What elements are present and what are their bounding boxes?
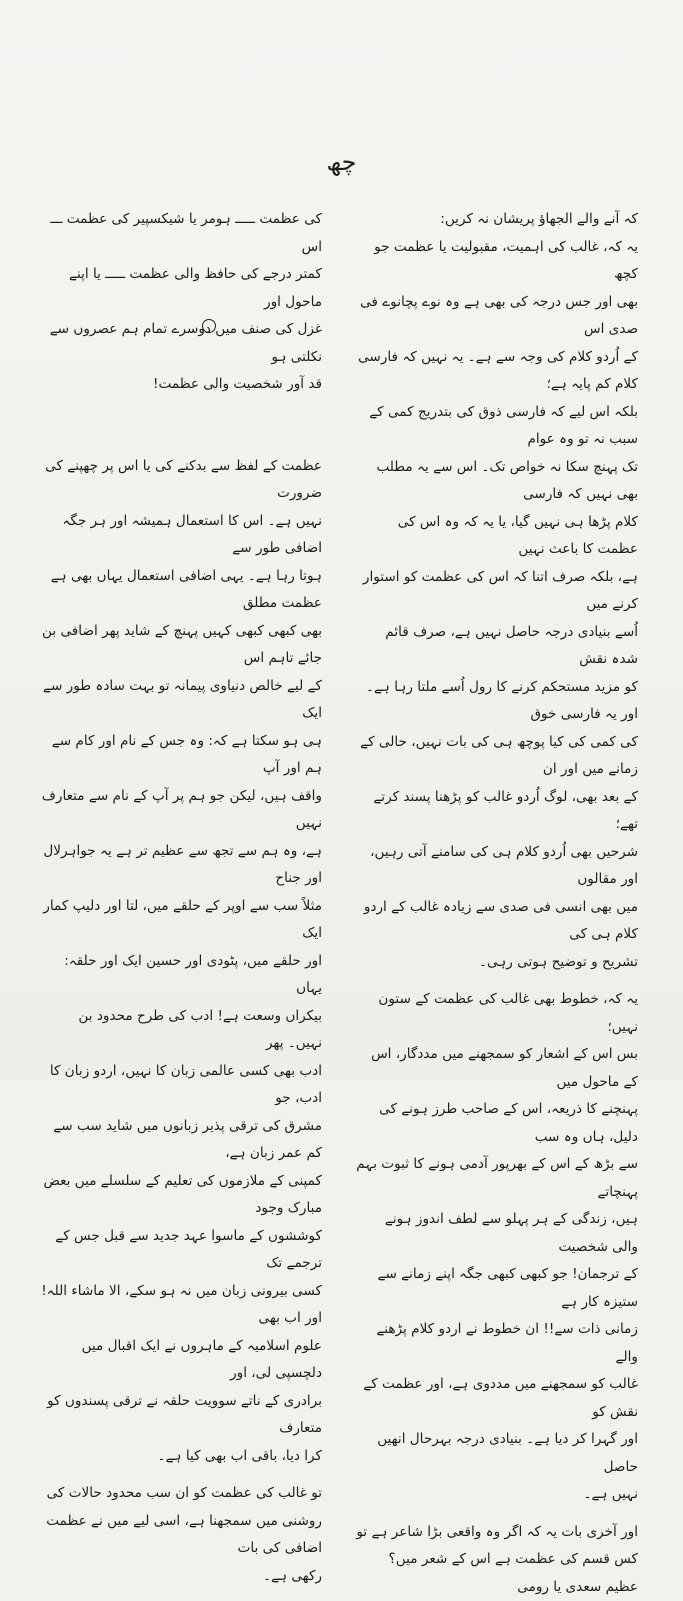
- page-heading: چھ: [0, 148, 683, 176]
- left-text-column: [40, 206, 322, 1590]
- paragraph: اور آخری بات یہ کہ اگر وہ واقعی بڑا شاعر ہے تو کس قسم کی عظمت ہے اس کے شعر میں؟ عظیم سعدی یا رومی: [356, 1519, 638, 1601]
- paragraph: عظمت کے لفظ سے بدکنے کی یا اس پر چھپنے کی ضرورت نہیں ہے۔ اس کا استعمال ہمیشہ اور ہر جگہ اضافی طور سے ہوتا رہا ہے۔ یہی اضافی استعمال یہاں بھی ہے عظمت مطلق بھی کبھی کبھی کہیں پہنچ کے شاید پھر اضافی بن جائے تاہم اس کے لیے خالص دنیاوی پیمانہ تو بہت سادہ طور سے ایک ہی ہو سکتا ہے کہ: وہ جس کے نام اور کام سے ہم اور آپ واقف ہیں، لیکن جو ہم پر آپ کے نام سے متعارف نہیں ہے، وہ ہم سے تجھ سے عظیم تر ہے یہ جواہرلال اور جناح مثلاً سب سے اوپر کے حلقے میں، لتا اور دلیپ کمار ایک اور حلقے میں، پٹودی اور حسین ایک اور حلقہ: یہاں بیکراں وسعت ہے! ادب کی طرح محدود بن نہیں۔ پھر ادب بھی کسی عالمی زبان کا نہیں، اردو زبان کا ادب، جو مشرق کی ترقی پذیر زبانوں میں شاید سب سے کم عمر زبان ہے، کمپنی کے ملازموں کی تعلیم کے سلسلے میں بعض مبارک وجود کوششوں کے ماسوا عہد جدید سے قبل جس کے ترجمے تک کسی بیرونی زبان میں نہ ہو سکے، الا ماشاء اللہ! اور اب بھی علوم اسلامیہ کے ماہروں نے ایک اقبال میں دلچسپی لی، اور برادری کے ناتے سوویت حلقہ نے ترقی پسندوں کو متعارف کرا دیا، باقی اب بھی کیا ہے۔: [40, 453, 322, 1471]
- paragraph: تو غالب کی عظمت کو ان سب محدود حالات کی روشنی میں سمجھنا ہے، اسی لیے میں نے عظمت اضافی کی بات رکھی ہے۔: [40, 1480, 322, 1590]
- paragraph: کی عظمت ـــــ ہومر یا شیکسپیر کی عظمت ـــ اس کمتر درجے کی حافظ والی عظمت ـــــ یا اپنے ماحول اور غزل کی صنف میں دوسرے تمام ہم عصروں سے نکلتی ہو قد آور شخصیت والی عظمت!: [40, 206, 322, 399]
- paragraph: یہ کہ، خطوط بھی غالب کی عظمت کے ستون نہیں؛ بس اس کے اشعار کو سمجھنے میں مددگار، اس کے ماحول میں پہنچنے کا ذریعہ، اس کے صاحب طرز ہونے کی دلیل، ہاں وہ سب سے بڑھ کے اس کے بھرپور آدمی ہونے کا ثبوت بہم پہنچاتے ہیں، زندگی کے ہر پہلو سے لطف اندوز ہونے والی شخصیت کے ترجمان! جو کبھی کبھی جگہ اپنے زمانے سے ستیزہ کار ہے زمانی ذات سے!! ان خطوط نے اردو کلام پڑھنے والے غالب کو سمجھنے میں مددوی ہے، اور عظمت کے نقش کو اور گہرا کر دیا ہے۔ بنیادی درجہ بہرحال انھیں حاصل نہیں ہے۔: [356, 986, 638, 1509]
- paragraph-spacer: [40, 1470, 322, 1480]
- paragraph: کہ آنے والے الجھاؤ پریشان نہ کریں: یہ کہ، غالب کی اہمیت، مقبولیت یا عظمت جو کچھ بھی اور جس درجہ کی بھی ہے وہ نوے پچانوے فی صدی اس کے اُردو کلام کی وجہ سے ہے۔ یہ نہیں کہ فارسی کلام کم پایہ ہے؛ بلکہ اس لیے کہ فارسی ذوق کی بتدریج کمی کے سبب نہ تو وہ عوام تک پہنچ سکا نہ خواص تک۔ اس سے یہ مطلب بھی نہیں کہ فارسی کلام پڑھا ہی نہیں گیا، یا یہ کہ وہ اس کی عظمت کا باعث نہیں ہے، بلکہ صرف اتنا کہ اس کی عظمت کو استوار کرنے میں اُسے بنیادی درجہ حاصل نہیں ہے، صرف قائم شدہ نقش کو مزید مستحکم کرنے کا رول اُسے ملتا رہا ہے۔ اور یہ فارسی خوق کی کمی کی کیا پوچھ ہی کی بات نہیں، حالی کے زمانے میں اور ان کے بعد بھی، لوگ اُردو غالب کو پڑھنا پسند کرتے تھے؛ شرحیں بھی اُردو کلام ہی کی سامنے آتی رہیں، اور مقالوں میں بھی انسی فی صدی سے زیادہ غالب کے اردو کلام ہی کی تشریح و توضیح ہوتی رہی۔: [356, 206, 638, 976]
- paragraph-spacer: [40, 399, 322, 453]
- paragraph-spacer: [356, 976, 638, 986]
- right-text-column: [356, 206, 638, 1601]
- circle-mark-icon: [202, 319, 216, 333]
- paragraph-spacer: [356, 1509, 638, 1519]
